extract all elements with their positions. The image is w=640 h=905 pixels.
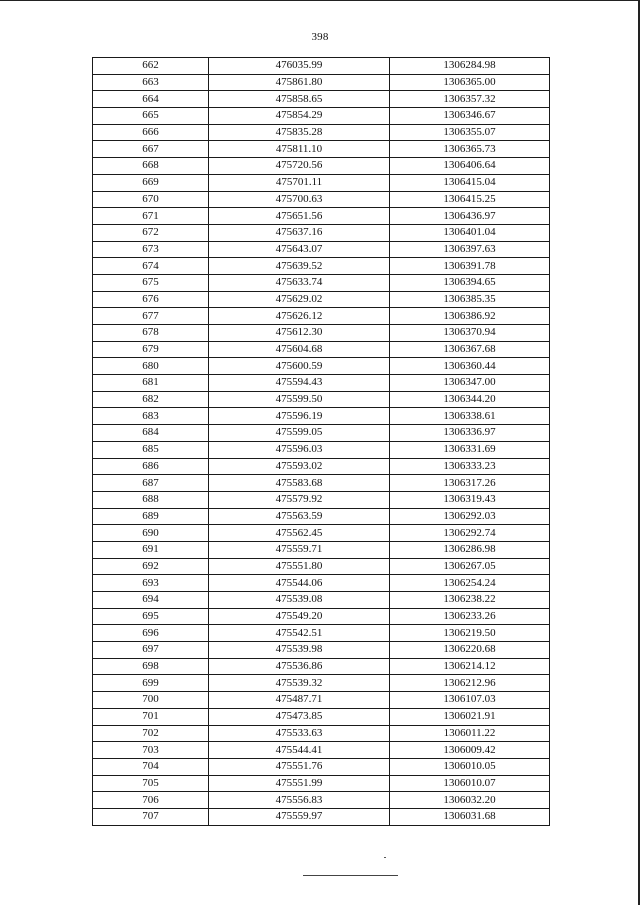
table-row [93, 375, 550, 392]
y-coordinate-cell: 1306219.50 [390, 625, 550, 642]
scan-border-top [0, 0, 640, 1]
point-number-cell: 702 [93, 725, 209, 742]
table-row [93, 408, 550, 425]
y-coordinate-cell: 1306394.65 [390, 274, 550, 291]
point-number-cell: 694 [93, 592, 209, 609]
point-number-cell: 693 [93, 575, 209, 592]
y-coordinate-cell: 1306212.96 [390, 675, 550, 692]
x-coordinate-cell: 475600.59 [209, 358, 390, 375]
point-number-cell: 665 [93, 108, 209, 125]
x-coordinate-cell: 475487.71 [209, 692, 390, 709]
x-coordinate-cell: 475637.16 [209, 224, 390, 241]
y-coordinate-cell: 1306011.22 [390, 725, 550, 742]
point-number-cell: 666 [93, 124, 209, 141]
point-number-cell: 696 [93, 625, 209, 642]
y-coordinate-cell: 1306284.98 [390, 58, 550, 75]
y-coordinate-cell: 1306010.05 [390, 758, 550, 775]
x-coordinate-cell: 475551.76 [209, 758, 390, 775]
table-row [93, 341, 550, 358]
point-number-cell: 690 [93, 525, 209, 542]
y-coordinate-cell: 1306292.74 [390, 525, 550, 542]
y-coordinate-cell: 1306391.78 [390, 258, 550, 275]
x-coordinate-cell: 475626.12 [209, 308, 390, 325]
y-coordinate-cell: 1306436.97 [390, 208, 550, 225]
point-number-cell: 677 [93, 308, 209, 325]
point-number-cell: 674 [93, 258, 209, 275]
point-number-cell: 671 [93, 208, 209, 225]
table-row [93, 191, 550, 208]
point-number-cell: 707 [93, 808, 209, 825]
x-coordinate-cell: 475544.06 [209, 575, 390, 592]
x-coordinate-cell: 475612.30 [209, 325, 390, 342]
table-row [93, 575, 550, 592]
point-number-cell: 700 [93, 692, 209, 709]
x-coordinate-cell: 475633.74 [209, 274, 390, 291]
y-coordinate-cell: 1306214.12 [390, 658, 550, 675]
y-coordinate-cell: 1306286.98 [390, 541, 550, 558]
x-coordinate-cell: 475854.29 [209, 108, 390, 125]
y-coordinate-cell: 1306292.03 [390, 508, 550, 525]
table-row [93, 792, 550, 809]
table-row [93, 174, 550, 191]
y-coordinate-cell: 1306344.20 [390, 391, 550, 408]
table-row [93, 391, 550, 408]
y-coordinate-cell: 1306365.73 [390, 141, 550, 158]
x-coordinate-cell: 475549.20 [209, 608, 390, 625]
y-coordinate-cell: 1306267.05 [390, 558, 550, 575]
table-row [93, 141, 550, 158]
point-number-cell: 699 [93, 675, 209, 692]
table-row [93, 475, 550, 492]
y-coordinate-cell: 1306370.94 [390, 325, 550, 342]
point-number-cell: 663 [93, 74, 209, 91]
y-coordinate-cell: 1306336.97 [390, 425, 550, 442]
table-row [93, 208, 550, 225]
scan-bottom-line [303, 875, 398, 876]
x-coordinate-cell: 475533.63 [209, 725, 390, 742]
x-coordinate-cell: 475639.52 [209, 258, 390, 275]
x-coordinate-cell: 475604.68 [209, 341, 390, 358]
point-number-cell: 695 [93, 608, 209, 625]
y-coordinate-cell: 1306010.07 [390, 775, 550, 792]
y-coordinate-cell: 1306009.42 [390, 742, 550, 759]
table-row [93, 358, 550, 375]
x-coordinate-cell: 475861.80 [209, 74, 390, 91]
y-coordinate-cell: 1306254.24 [390, 575, 550, 592]
x-coordinate-cell: 475539.08 [209, 592, 390, 609]
y-coordinate-cell: 1306238.22 [390, 592, 550, 609]
y-coordinate-cell: 1306338.61 [390, 408, 550, 425]
x-coordinate-cell: 475651.56 [209, 208, 390, 225]
x-coordinate-cell: 475551.80 [209, 558, 390, 575]
y-coordinate-cell: 1306367.68 [390, 341, 550, 358]
x-coordinate-cell: 475720.56 [209, 158, 390, 175]
point-number-cell: 688 [93, 491, 209, 508]
table-row [93, 808, 550, 825]
table-row [93, 758, 550, 775]
table-row [93, 224, 550, 241]
table-row [93, 692, 550, 709]
point-number-cell: 689 [93, 508, 209, 525]
y-coordinate-cell: 1306406.64 [390, 158, 550, 175]
y-coordinate-cell: 1306365.00 [390, 74, 550, 91]
point-number-cell: 697 [93, 642, 209, 659]
x-coordinate-cell: 475556.83 [209, 792, 390, 809]
x-coordinate-cell: 475629.02 [209, 291, 390, 308]
x-coordinate-cell: 475599.50 [209, 391, 390, 408]
y-coordinate-cell: 1306397.63 [390, 241, 550, 258]
point-number-cell: 698 [93, 658, 209, 675]
point-number-cell: 692 [93, 558, 209, 575]
point-number-cell: 686 [93, 458, 209, 475]
x-coordinate-cell: 475562.45 [209, 525, 390, 542]
y-coordinate-cell: 1306107.03 [390, 692, 550, 709]
x-coordinate-cell: 475596.19 [209, 408, 390, 425]
y-coordinate-cell: 1306333.23 [390, 458, 550, 475]
x-coordinate-cell: 475551.99 [209, 775, 390, 792]
y-coordinate-cell: 1306331.69 [390, 441, 550, 458]
table-row [93, 708, 550, 725]
point-number-cell: 667 [93, 141, 209, 158]
table-row [93, 91, 550, 108]
point-number-cell: 676 [93, 291, 209, 308]
x-coordinate-cell: 475594.43 [209, 375, 390, 392]
x-coordinate-cell: 475701.11 [209, 174, 390, 191]
y-coordinate-cell: 1306346.67 [390, 108, 550, 125]
y-coordinate-cell: 1306032.20 [390, 792, 550, 809]
x-coordinate-cell: 475539.32 [209, 675, 390, 692]
table-row [93, 775, 550, 792]
point-number-cell: 670 [93, 191, 209, 208]
table-row [93, 725, 550, 742]
table-row [93, 425, 550, 442]
x-coordinate-cell: 475579.92 [209, 491, 390, 508]
table-row [93, 608, 550, 625]
table-row [93, 74, 550, 91]
x-coordinate-cell: 475539.98 [209, 642, 390, 659]
x-coordinate-cell: 475544.41 [209, 742, 390, 759]
point-number-cell: 668 [93, 158, 209, 175]
point-number-cell: 673 [93, 241, 209, 258]
point-number-cell: 691 [93, 541, 209, 558]
point-number-cell: 662 [93, 58, 209, 75]
x-coordinate-cell: 475536.86 [209, 658, 390, 675]
point-number-cell: 705 [93, 775, 209, 792]
x-coordinate-cell: 475596.03 [209, 441, 390, 458]
y-coordinate-cell: 1306357.32 [390, 91, 550, 108]
coordinates-table-body [93, 58, 550, 826]
table-row [93, 658, 550, 675]
x-coordinate-cell: 475835.28 [209, 124, 390, 141]
point-number-cell: 679 [93, 341, 209, 358]
table-row [93, 525, 550, 542]
x-coordinate-cell: 475643.07 [209, 241, 390, 258]
coordinates-table [92, 57, 550, 826]
point-number-cell: 701 [93, 708, 209, 725]
y-coordinate-cell: 1306319.43 [390, 491, 550, 508]
table-row [93, 158, 550, 175]
point-number-cell: 706 [93, 792, 209, 809]
y-coordinate-cell: 1306021.91 [390, 708, 550, 725]
y-coordinate-cell: 1306385.35 [390, 291, 550, 308]
point-number-cell: 669 [93, 174, 209, 191]
point-number-cell: 685 [93, 441, 209, 458]
scan-speck [384, 857, 386, 858]
table-row [93, 508, 550, 525]
y-coordinate-cell: 1306317.26 [390, 475, 550, 492]
table-row [93, 491, 550, 508]
table-row [93, 558, 550, 575]
x-coordinate-cell: 475542.51 [209, 625, 390, 642]
point-number-cell: 683 [93, 408, 209, 425]
table-row [93, 241, 550, 258]
page-number: 398 [311, 31, 329, 43]
point-number-cell: 704 [93, 758, 209, 775]
y-coordinate-cell: 1306386.92 [390, 308, 550, 325]
point-number-cell: 678 [93, 325, 209, 342]
point-number-cell: 687 [93, 475, 209, 492]
y-coordinate-cell: 1306220.68 [390, 642, 550, 659]
table-row [93, 625, 550, 642]
table-row [93, 541, 550, 558]
point-number-cell: 680 [93, 358, 209, 375]
x-coordinate-cell: 475583.68 [209, 475, 390, 492]
point-number-cell: 682 [93, 391, 209, 408]
x-coordinate-cell: 475473.85 [209, 708, 390, 725]
point-number-cell: 664 [93, 91, 209, 108]
table-row [93, 642, 550, 659]
point-number-cell: 675 [93, 274, 209, 291]
table-row [93, 308, 550, 325]
point-number-cell: 681 [93, 375, 209, 392]
table-row [93, 325, 550, 342]
table-row [93, 291, 550, 308]
y-coordinate-cell: 1306233.26 [390, 608, 550, 625]
table-row [93, 58, 550, 75]
y-coordinate-cell: 1306360.44 [390, 358, 550, 375]
x-coordinate-cell: 475811.10 [209, 141, 390, 158]
y-coordinate-cell: 1306355.07 [390, 124, 550, 141]
table-row [93, 742, 550, 759]
x-coordinate-cell: 475559.71 [209, 541, 390, 558]
x-coordinate-cell: 475593.02 [209, 458, 390, 475]
x-coordinate-cell: 475563.59 [209, 508, 390, 525]
y-coordinate-cell: 1306347.00 [390, 375, 550, 392]
y-coordinate-cell: 1306031.68 [390, 808, 550, 825]
table-row [93, 124, 550, 141]
table-row [93, 258, 550, 275]
y-coordinate-cell: 1306415.25 [390, 191, 550, 208]
point-number-cell: 703 [93, 742, 209, 759]
table-row [93, 274, 550, 291]
table-row [93, 458, 550, 475]
y-coordinate-cell: 1306415.04 [390, 174, 550, 191]
point-number-cell: 684 [93, 425, 209, 442]
y-coordinate-cell: 1306401.04 [390, 224, 550, 241]
table-row [93, 441, 550, 458]
table-row [93, 592, 550, 609]
table-row [93, 108, 550, 125]
point-number-cell: 672 [93, 224, 209, 241]
x-coordinate-cell: 475559.97 [209, 808, 390, 825]
x-coordinate-cell: 475858.65 [209, 91, 390, 108]
x-coordinate-cell: 475599.05 [209, 425, 390, 442]
x-coordinate-cell: 475700.63 [209, 191, 390, 208]
table-row [93, 675, 550, 692]
x-coordinate-cell: 476035.99 [209, 58, 390, 75]
